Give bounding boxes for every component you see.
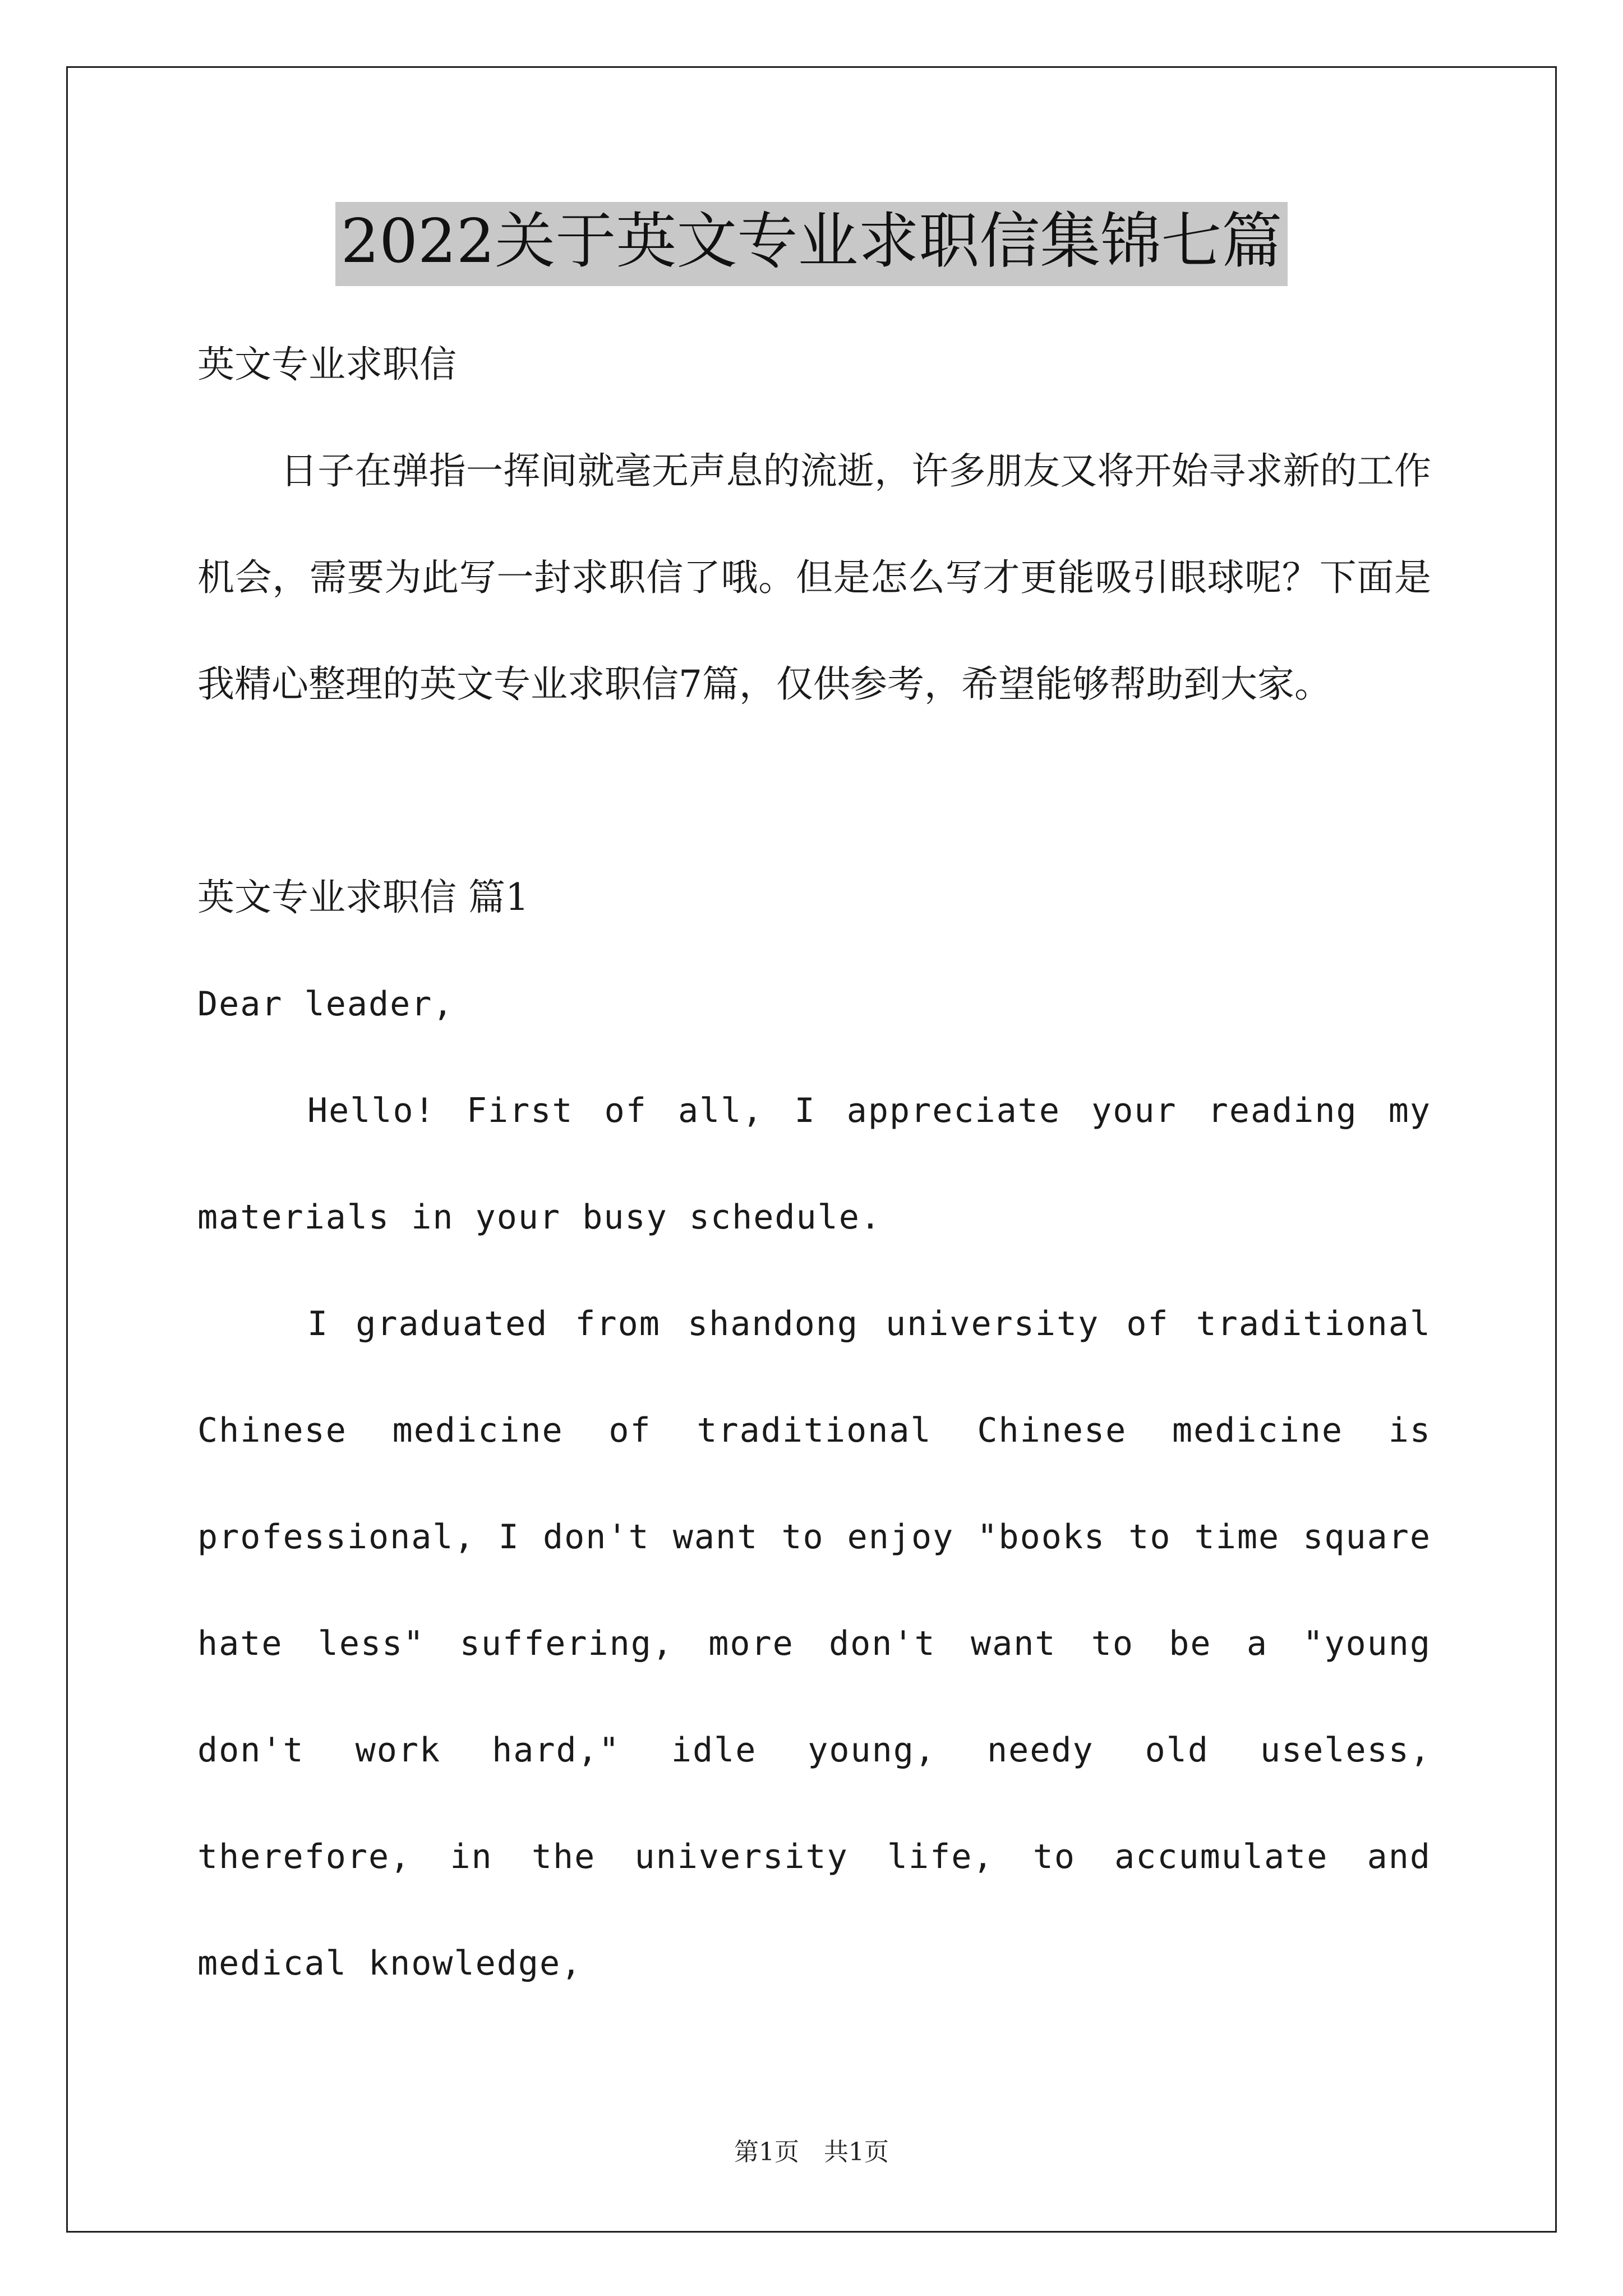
body-paragraph: I graduated from shandong university of traditional Chinese medicine of traditional Chinese medicine is professional, I don't want to enjoy "books to time square hate less" suffering, more don't want to be a "young don't work hard," idle young, needy old useless, therefore, in the university life, to accumulate and medical knowledge, [197, 1304, 1431, 1983]
salutation: Dear leader, [197, 984, 454, 1024]
document-title: 2022关于英文专业求职信集锦七篇 [335, 202, 1288, 286]
spacer [197, 738, 1431, 844]
document-body [197, 311, 1431, 2017]
page-footer: 第1页 共1页 [734, 2138, 889, 2166]
title-container [0, 202, 1623, 286]
body-paragraph: Hello! First of all, I appreciate your reading my materials in your busy schedule. [197, 1091, 1431, 1237]
intro-paragraph: 日子在弹指一挥间就毫无声息的流逝，许多朋友又将开始寻求新的工作机会，需要为此写一封求职信了哦。但是怎么写才更能吸引眼球呢？下面是我精心整理的英文专业求职信7篇，仅供参考，希望能够帮助到大家。 [197, 449, 1431, 706]
article-heading: 英文专业求职信 篇1 [197, 876, 529, 919]
section-heading: 英文专业求职信 [197, 343, 457, 386]
